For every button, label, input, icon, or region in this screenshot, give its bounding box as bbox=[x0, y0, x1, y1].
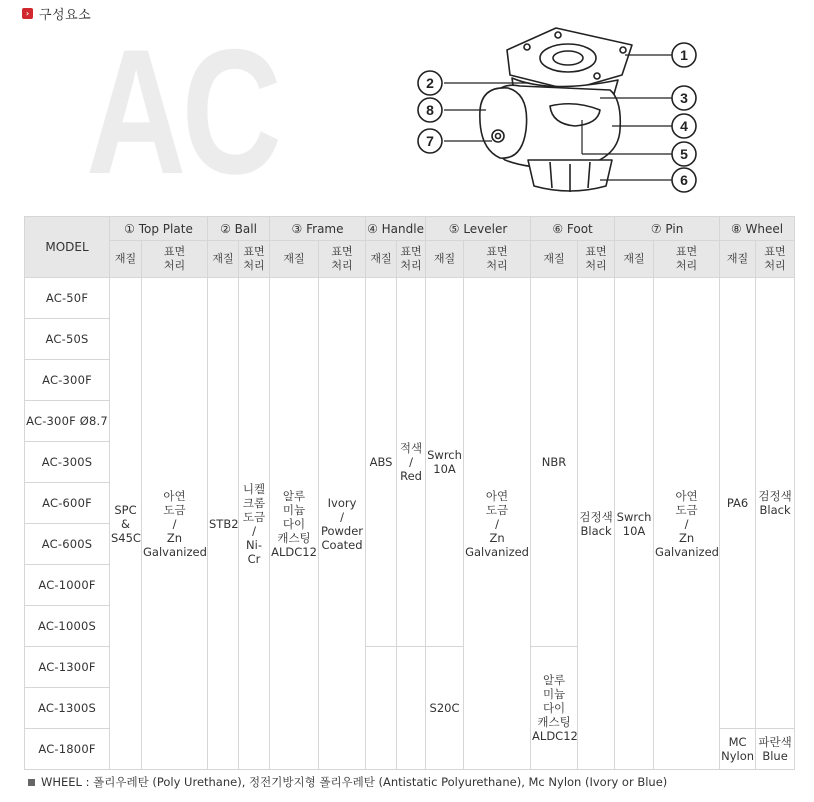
foot-surface: 검정색 Black bbox=[578, 278, 615, 770]
sub-surface: 표면 처리 bbox=[464, 241, 531, 278]
section-title: 구성요소 bbox=[39, 8, 92, 23]
group-foot: ⑥ Foot bbox=[531, 217, 615, 241]
group-frame: ③ Frame bbox=[270, 217, 366, 241]
group-pin: ⑦ Pin bbox=[615, 217, 720, 241]
frame-surface: Ivory / Powder Coated bbox=[319, 278, 366, 770]
callout-label-8: 8 bbox=[426, 102, 434, 118]
square-bullet-icon bbox=[28, 779, 35, 786]
model-cell: AC-50S bbox=[25, 319, 110, 360]
handle-surface: 적색 / Red bbox=[397, 278, 426, 647]
callout-label-7: 7 bbox=[426, 133, 434, 149]
model-cell: AC-300F bbox=[25, 360, 110, 401]
leveler-surface: 아연 도금 / Zn Galvanized bbox=[464, 278, 531, 770]
frame-material: 알루 미늄 다이 캐스팅 ALDC12 bbox=[270, 278, 319, 770]
leveler-material-b: S20C bbox=[426, 647, 464, 770]
model-cell: AC-1300F bbox=[25, 647, 110, 688]
sub-material: 재질 bbox=[615, 241, 654, 278]
sub-material: 재질 bbox=[426, 241, 464, 278]
arrow-right-icon: › bbox=[22, 8, 33, 19]
model-cell: AC-1000F bbox=[25, 565, 110, 606]
wheel-shape bbox=[480, 88, 527, 158]
foot-material-a: NBR bbox=[531, 278, 578, 647]
model-header: MODEL bbox=[25, 217, 110, 278]
wheel-surface-a: 검정색 Black bbox=[756, 278, 795, 729]
model-cell: AC-600F bbox=[25, 483, 110, 524]
sub-material: 재질 bbox=[531, 241, 578, 278]
handle-material-empty bbox=[366, 647, 397, 770]
wheel-material-b: MC Nylon bbox=[720, 729, 756, 770]
group-handle: ④ Handle bbox=[366, 217, 426, 241]
model-cell: AC-1000S bbox=[25, 606, 110, 647]
sub-material: 재질 bbox=[720, 241, 756, 278]
sub-material: 재질 bbox=[208, 241, 239, 278]
sub-material: 재질 bbox=[270, 241, 319, 278]
sub-material: 재질 bbox=[110, 241, 142, 278]
group-wheel: ⑧ Wheel bbox=[720, 217, 795, 241]
pin-material: Swrch 10A bbox=[615, 278, 654, 770]
section-header bbox=[22, 4, 91, 23]
sub-surface: 표면 처리 bbox=[578, 241, 615, 278]
model-cell: AC-300S bbox=[25, 442, 110, 483]
ball-material: STB2 bbox=[208, 278, 239, 770]
ball-surface: 니켈 크롬 도금 / Ni-Cr bbox=[239, 278, 270, 770]
footnote bbox=[28, 774, 667, 790]
components-table bbox=[24, 216, 795, 770]
top-plate-surface: 아연 도금 / Zn Galvanized bbox=[142, 278, 208, 770]
footnote-text: WHEEL : 폴리우레탄 (Poly Urethane), 정전기방지형 폴리우레탄 (Antistatic Polyurethane), Mc Nylon (Ivory or Blue) bbox=[41, 775, 668, 789]
model-cell: AC-300F Ø8.7 bbox=[25, 401, 110, 442]
product-diagram bbox=[400, 20, 700, 200]
group-leveler: ⑤ Leveler bbox=[426, 217, 531, 241]
sub-surface: 표면 처리 bbox=[239, 241, 270, 278]
model-cell: AC-600S bbox=[25, 524, 110, 565]
model-cell: AC-1300S bbox=[25, 688, 110, 729]
watermark-ac: AC bbox=[86, 12, 278, 211]
callout-label-5: 5 bbox=[680, 146, 688, 162]
callout-label-2: 2 bbox=[426, 75, 434, 91]
callout-label-6: 6 bbox=[680, 172, 688, 188]
group-ball: ② Ball bbox=[208, 217, 270, 241]
wheel-material-a: PA6 bbox=[720, 278, 756, 729]
sub-surface: 표면 처리 bbox=[319, 241, 366, 278]
foot-material-b: 알루 미늄 다이 캐스팅 ALDC12 bbox=[531, 647, 578, 770]
wheel-surface-b: 파란색 Blue bbox=[756, 729, 795, 770]
sub-surface: 표면 처리 bbox=[142, 241, 208, 278]
handle-surface-empty bbox=[397, 647, 426, 770]
callout-label-1: 1 bbox=[680, 47, 688, 63]
handle-material: ABS bbox=[366, 278, 397, 647]
callout-label-4: 4 bbox=[680, 118, 688, 134]
sub-material: 재질 bbox=[366, 241, 397, 278]
callout-label-3: 3 bbox=[680, 90, 688, 106]
sub-surface: 표면 처리 bbox=[654, 241, 720, 278]
top-plate-material: SPC & S45C bbox=[110, 278, 142, 770]
pin-surface: 아연 도금 / Zn Galvanized bbox=[654, 278, 720, 770]
model-cell: AC-1800F bbox=[25, 729, 110, 770]
group-top-plate: ① Top Plate bbox=[110, 217, 208, 241]
sub-surface: 표면 처리 bbox=[756, 241, 795, 278]
model-cell: AC-50F bbox=[25, 278, 110, 319]
sub-surface: 표면 처리 bbox=[397, 241, 426, 278]
leveler-material-a: Swrch 10A bbox=[426, 278, 464, 647]
